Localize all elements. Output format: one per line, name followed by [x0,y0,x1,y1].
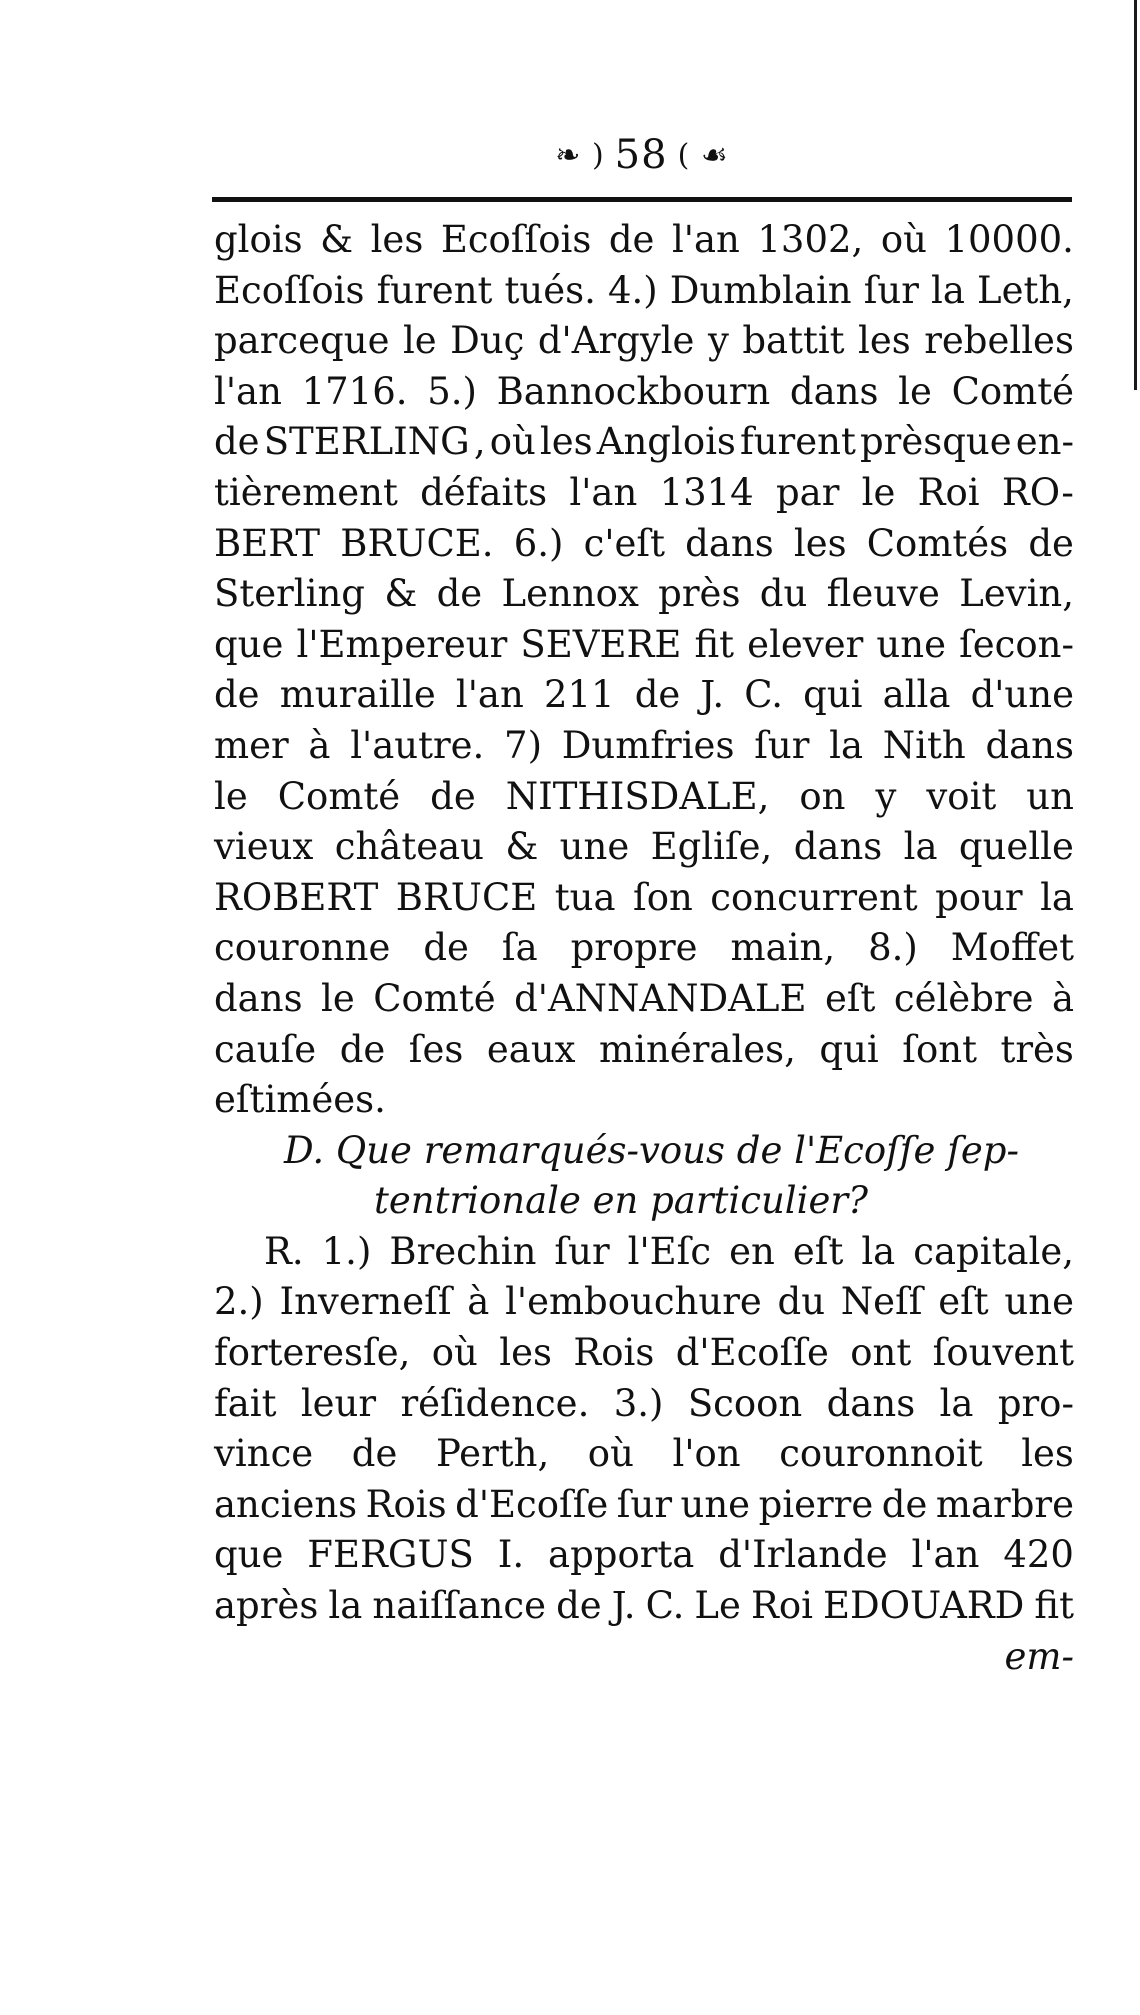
text-line: couronne de ſa propre main, 8.) Moffet [214,926,1074,970]
text-line: vince de Perth, où l'on couronnoit les [214,1432,1074,1476]
text-line: tièrement défaits l'an 1314 par le Roi RO- [214,470,1074,514]
text-line: forteresſe, où les Rois d'Ecoſſe ont ſouvent [214,1331,1074,1375]
text-line: parceque le Duç d'Argyle y battit les rebelles [214,319,1074,363]
text-line: eſtimées. [214,1078,386,1122]
text-line: après la naiſſance de J. C. Le Roi EDOUARD fit [214,1584,1074,1628]
text-line: le Comté de NITHISDALE, on y voit un [214,774,1074,818]
text-line: ROBERT BRUCE tua ſon concurrent pour la [214,875,1074,919]
text-line: glois & les Ecoſſois de l'an 1302, où 10000. [214,218,1074,261]
page-number: 58 [614,132,668,178]
text-line: que FERGUS I. apporta d'Irlande l'an 420 [214,1533,1074,1577]
text-line: dans le Comté d'ANNANDALE eſt célèbre à [214,976,1074,1020]
text-line: em- [1004,1634,1074,1678]
right-ornament: ( ☙ [677,137,729,173]
page-edge-line [1134,0,1137,390]
left-ornament: ❧ ) [555,137,605,173]
text-line: l'an 1716. 5.) Bannockbourn dans le Comté [214,369,1074,413]
text-line: anciens Rois d'Ecoſſe ſur une pierre de marbre [214,1482,1074,1526]
text-line: Sterling & de Lennox près du fleuve Levin, [214,572,1074,616]
text-line: cauſe de ſes eaux minérales, qui ſont très [214,1027,1074,1071]
text-line: fait leur réſidence. 3.) Scoon dans la pro- [214,1381,1074,1425]
text-line: de STERLING , où les Anglois furent prèsque en- [214,420,1074,464]
page-header [212,125,1072,185]
text-line: D. Que remarqués-vous de l'Ecoſſe ſep- [284,1128,1019,1172]
text-line: Ecoſſois furent tués. 4.) Dumblain ſur la Leth, [214,268,1074,312]
text-line: que l'Empereur SEVERE fit elever une ſecon- [214,622,1074,666]
text-line: mer à l'autre. 7) Dumfries ſur la Nith dans [214,723,1074,767]
header-rule [212,197,1072,202]
text-line: vieux château & une Egliſe, dans la quelle [214,825,1074,869]
text-line: 2.) Invernеſſ à l'embouchure du Neſſ eſt une [214,1280,1074,1324]
text-line: BERT BRUCE. 6.) c'eſt dans les Comtés de [214,521,1074,565]
body-text [214,215,1074,1682]
text-line: de muraille l'an 211 de J. C. qui alla d'une [214,673,1074,717]
text-line: R. 1.) Brechin ſur l'Eſc en eſt la capitale, [264,1229,1074,1273]
text-line: tentrionale en particulier? [374,1179,868,1223]
